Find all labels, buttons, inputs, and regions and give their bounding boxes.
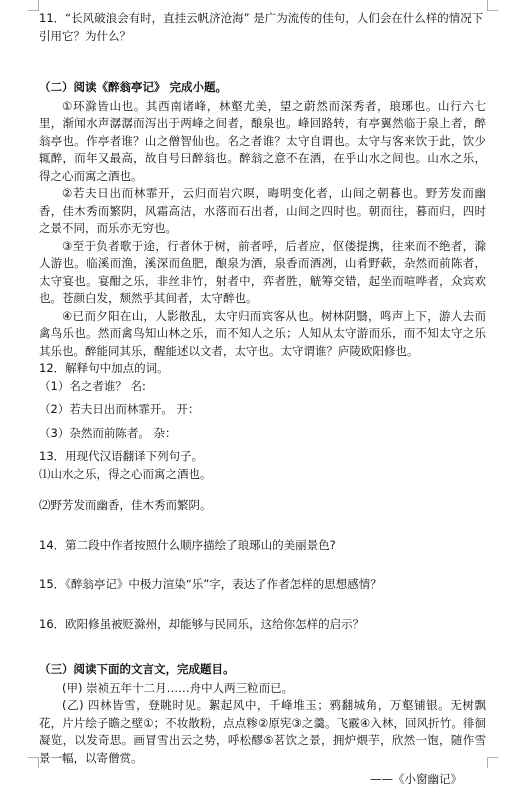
passage-paragraph-1: ①环滁皆山也。其西南诸峰，林壑尤美，望之蔚然而深秀者，琅琊也。山行六七里，渐闻水声潺潺而泻出于两峰之间者，酿泉也。峰回路转，有亭翼然临于泉上者，醉翁亭也。作亭者谁？山之僧智仙也。名之者谁？太守自谓也。太守与客来饮于此，饮少辄醉，而年又最高，故自号曰醉翁也。醉翁之意不在酒，在乎山水之间也。山水之乐，得之心而寓之酒也。 <box>39 98 486 183</box>
passage-3-paragraph-a: (甲) 崇祯五年十二月……舟中人两三粒而已。 <box>62 680 294 695</box>
document-body <box>39 10 486 789</box>
crop-mark-top-left <box>28 0 39 11</box>
question-12-item-2: （2）若夫日出而林霏开。 开： <box>39 402 200 416</box>
question-11: 11．“长风破浪会有时，直挂云帆济沧海” 是广为流传的佳句，人们会在什么样的情况下引用它？为什么？ <box>39 11 484 43</box>
question-13-item-2: ⑵野芳发而幽香，佳木秀而繁阴。 <box>39 498 212 512</box>
question-16: 16．欧阳修虽被贬滁州，却能够与民同乐，这给你怎样的启示？ <box>39 616 365 631</box>
crop-mark-top-right <box>487 0 498 11</box>
question-12-item-3: （3）杂然而前陈者。 杂： <box>39 425 177 440</box>
question-14: 14．第二段中作者按照什么顺序描绘了琅琊山的美丽景色? <box>39 537 336 552</box>
passage-paragraph-2: ②若夫日出而林霏开，云归而岩穴暝，晦明变化者，山间之朝暮也。野芳发而幽香，佳木秀而繁阴，风霜高洁，水落而石出者，山间之四时也。朝而往，暮而归，四时之景不同，而乐亦无穷也。 <box>39 186 486 235</box>
passage-3-paragraph-b: (乙) 四林皆雪，登眺时见。絮起风中，千峰堆玉；鸦翻城角，万壑铺银。无树飘花，片片绘子瞻之壁①；不妆散粉，点点糁②原宪③之羹。飞霰④入林，回风折竹。徘徊凝览，以发奇思。画冒雪出云之势，呼松醪⑤茗饮之景，拥炉煨芋，欣然一饱，随作雪景一幅，以寄僧赏。 <box>39 698 486 765</box>
crop-mark-bottom-right <box>487 757 498 768</box>
passage-paragraph-3: ③至于负者歌于途，行者休于树，前者呼，后者应，伛偻提携，往来而不绝者，滁人游也。临溪而渔，溪深而鱼肥，酿泉为酒，泉香而酒冽，山肴野蔌，杂然而前陈者，太守宴也。宴酣之乐，非丝非竹，射者中，弈者胜，觥筹交错，起坐而喧哗者，众宾欢也。苍颜白发，颓然乎其间者，太守醉也。 <box>39 238 486 305</box>
passage-paragraph-4: ④已而夕阳在山，人影散乱，太守归而宾客从也。树林阴翳，鸣声上下，游人去而禽鸟乐也。然而禽鸟知山林之乐，而不知人之乐；人知从太守游而乐，而不知太守之乐其乐也。醉能同其乐，醒能述以文者，太守也。太守谓谁？庐陵欧阳修也。 <box>39 308 486 358</box>
question-13: 13．用现代汉语翻译下列句子。 <box>39 449 204 463</box>
source-attribution: ——《小窗幽记》 <box>370 772 462 786</box>
question-15: 15．《醉翁亭记》中极力渲染“乐”字，表达了作者怎样的思想感情？ <box>39 577 382 591</box>
section-2-heading: （二）阅读《醉翁亭记》 完成小题。 <box>39 80 228 94</box>
section-3-heading: （三）阅读下面的文言文，完成题目。 <box>39 662 235 676</box>
question-12: 12．解释句中加点的词。 <box>39 361 169 375</box>
question-12-item-1: （1）名之者谁？ 名: <box>39 378 146 393</box>
question-13-item-1: ⑴山水之乐，得之心而寓之酒也。 <box>39 466 212 481</box>
crop-mark-bottom-left <box>28 757 39 768</box>
